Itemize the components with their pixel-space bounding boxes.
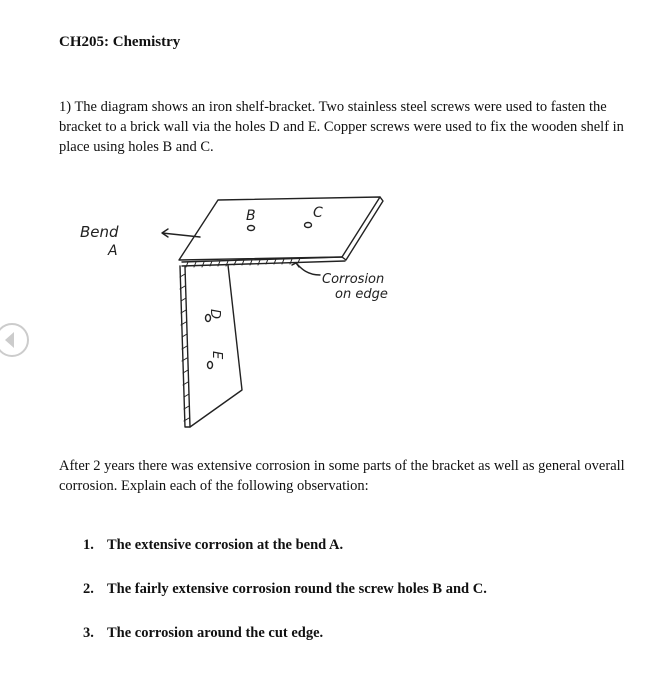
hole-b: [248, 226, 255, 231]
observation-text: The fairly extensive corrosion round the screw holes B and C.: [107, 581, 487, 597]
bend-arrow: [162, 229, 200, 237]
bracket-vertical-plate: [185, 265, 242, 427]
label-corrosion: Corrosion: [322, 272, 385, 287]
label-on-edge: on edge: [335, 287, 388, 302]
observation-number: 2.: [83, 581, 94, 597]
question-text: 1) The diagram shows an iron shelf-bracket. Two stainless steel screws were used to fasten the bracket to a brick wall via the holes D and E. Copper screws were used to fix the wooden shelf in place using holes B and C.: [59, 99, 624, 155]
label-bend: Bend: [80, 223, 119, 241]
hole-e: [208, 362, 213, 369]
bracket-top-plate: [179, 197, 380, 260]
observation-text: The extensive corrosion at the bend A.: [107, 537, 344, 553]
observation-item: [83, 581, 487, 625]
observation-text: The corrosion around the cut edge.: [107, 625, 324, 641]
label-c: C: [313, 205, 323, 221]
previous-page-button[interactable]: [0, 322, 30, 358]
label-e: E: [209, 351, 224, 360]
bracket-diagram: [70, 185, 450, 435]
corrosion-arrow: [292, 263, 320, 275]
hole-c: [305, 223, 312, 228]
observation-item: [83, 625, 487, 669]
label-d: D: [207, 309, 222, 320]
label-b: B: [246, 208, 256, 224]
observation-item: [83, 537, 487, 581]
observation-number: 1.: [83, 537, 94, 553]
back-arrow-icon: [0, 322, 30, 358]
label-a: A: [108, 243, 118, 259]
course-title: CH205: Chemistry: [59, 34, 181, 50]
bracket-top-edge: [342, 197, 383, 260]
observation-list: [83, 537, 487, 669]
followup-text: After 2 years there was extensive corrosion in some parts of the bracket as well as general overall corrosion. Explain each of the following observation:: [59, 458, 625, 494]
observation-number: 3.: [83, 625, 94, 641]
